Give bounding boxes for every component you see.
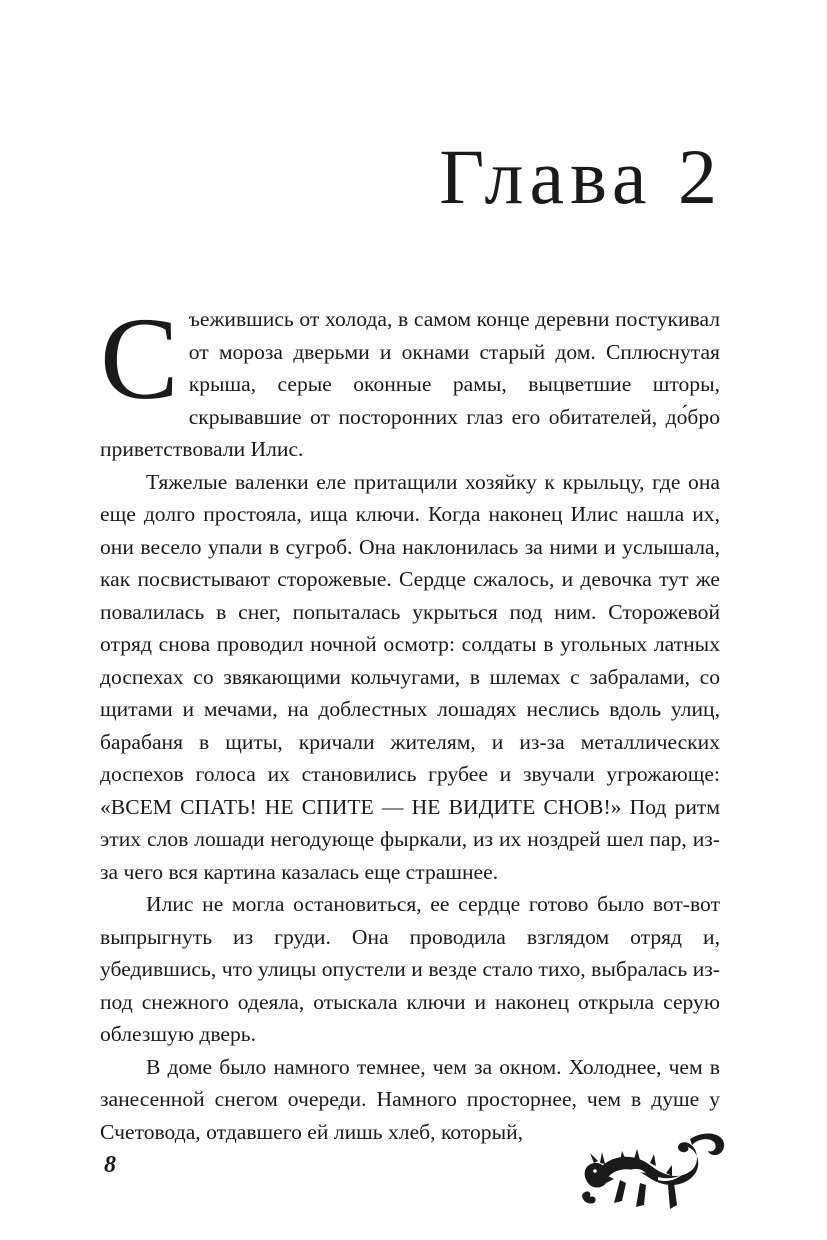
drop-cap: С — [100, 293, 179, 424]
chapter-title: Глава 2 — [439, 133, 723, 220]
paragraph-1-text: ъежившись от холода, в самом конце деревни постукивал от мороза дверьми и окнами старый дом. Сплюснутая крыша, серые оконные рамы, выцветшие шторы, скрывавшие от посторонних глаз его обитателей, до́бро приветствовали Илис. — [100, 307, 720, 461]
paragraph-4: В доме было намного темнее, чем за окном. Холоднее, чем в занесенной снегом очереди. Намного просторнее, чем в душе у Счетовода, отдавшего ей лишь хлеб, который, — [100, 1054, 720, 1144]
page-number: 8 — [104, 1152, 116, 1178]
paragraph-1 — [100, 293, 720, 466]
body-text — [100, 293, 720, 1148]
paragraph-3: Илис не могла остановиться, ее сердце готово было вот-вот выпрыгнуть из груди. Она проводила взглядом отряд и, убедившись, что улицы опустели и везде стало тихо, выбралась из-под снежного одеяла, отыскала ключи и наконец открыла серую облезшую дверь. — [100, 892, 720, 1046]
paragraph-2: Тяжелые валенки еле притащили хозяйку к крыльцу, где она еще долго простояла, ища ключи. Когда наконец Илис нашла их, они весело упали в сугроб. Она наклонилась за ними и услышала, как посвистывают сторожевые. Сердце сжалось, и девочка тут же повалилась в снег, попыталась укрыться под ним. Сторожевой отряд снова проводил ночной осмотр: солдаты в угольных латных доспехах со звякающими кольчугами, в шлемах с забралами, со щитами и мечами, на доблестных лошадях неслись вдоль улиц, барабаня в щиты, кричали жителям, и из-за металлических доспехов голоса их становились грубее и звучали угрожающе: «ВСЕМ СПАТЬ! НЕ СПИТЕ — НЕ ВИДИТЕ СНОВ!» Под ритм этих слов лошади негодующе фыркали, из их ноздрей шел пар, из-за чего вся картина казалась еще страшнее. — [100, 469, 720, 884]
dragon-icon — [580, 1125, 730, 1215]
